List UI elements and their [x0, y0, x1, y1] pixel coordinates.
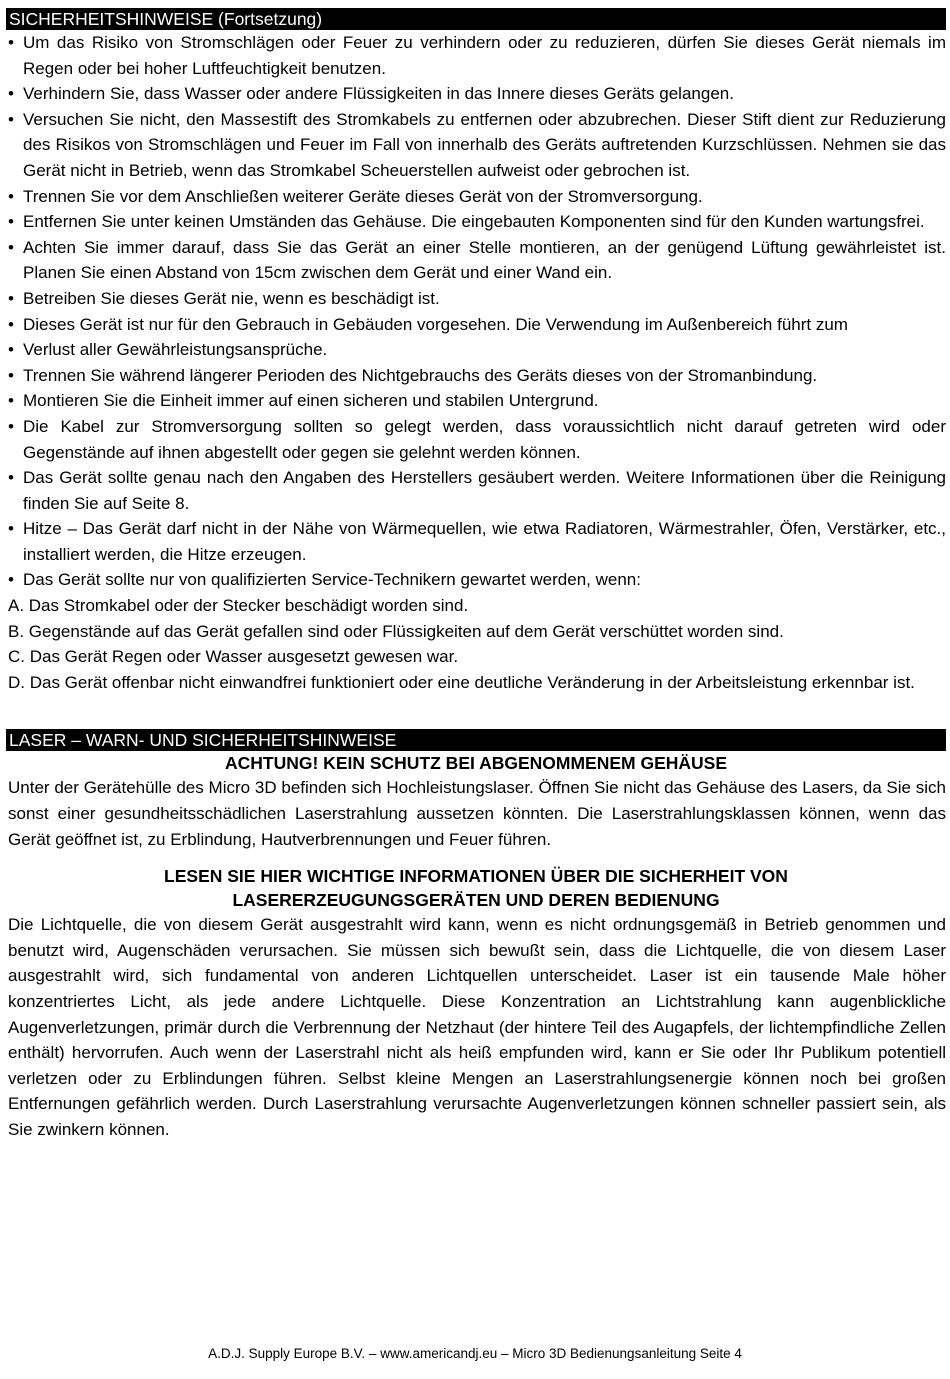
bullet-icon: •	[8, 84, 14, 104]
list-item: • Das Gerät sollte nur von qualifizierten Service-Technikern gewartet werden, wenn:	[6, 567, 946, 593]
list-item: • Verlust aller Gewährleistungsansprüche.	[6, 337, 946, 363]
bullet-icon: •	[8, 570, 14, 590]
safety-bullet-list	[6, 30, 946, 593]
document-page	[6, 8, 946, 1143]
list-item: • Das Gerät sollte genau nach den Angaben des Herstellers gesäubert werden. Weitere Informationen über die Reinigung finden Sie auf Seite 8.	[6, 465, 946, 516]
warning-paragraph: Unter der Gerätehülle des Micro 3D befinden sich Hochleistungslaser. Öffnen Sie nicht das Gehäuse des Lasers, da Sie sich sonst einer gesundheitsschädlichen Laserstrahlung aussetzen könnten. Die Laserstrahlungsklassen können, wenn das Gerät geöffnet ist, zu Erblindung, Hautverbrennungen und Feuer führen.	[8, 778, 946, 849]
bullet-icon: •	[8, 314, 14, 334]
bullet-icon: •	[8, 519, 14, 539]
section-header-laser-warnings: LASER – WARN- UND SICHERHEITSHINWEISE	[6, 729, 946, 751]
bullet-icon: •	[8, 391, 14, 411]
bullet-icon: •	[8, 288, 14, 308]
list-item: • Um das Risiko von Stromschlägen oder Feuer zu verhindern oder zu reduzieren, dürfen Sie dieses Gerät niemals im Regen oder bei hoher Luftfeuchtigkeit benutzen.	[6, 30, 946, 81]
list-item: • Montieren Sie die Einheit immer auf einen sicheren und stabilen Untergrund.	[6, 388, 946, 414]
list-item: • Hitze – Das Gerät darf nicht in der Nähe von Wärmequellen, wie etwa Radiatoren, Wärmestrahler, Öfen, Verstärker, etc., installiert werden, die Hitze erzeugen.	[6, 516, 946, 567]
bullet-icon: •	[8, 340, 14, 360]
bullet-icon: •	[8, 186, 14, 206]
page-footer: A.D.J. Supply Europe B.V. – www.americandj.eu – Micro 3D Bedienungsanleitung Seite 4	[208, 1346, 742, 1361]
bullet-icon: •	[8, 365, 14, 385]
list-item: • Verhindern Sie, dass Wasser oder andere Flüssigkeiten in das Innere dieses Geräts gelangen.	[6, 81, 946, 107]
list-item: • Trennen Sie vor dem Anschließen weiterer Geräte dieses Gerät von der Stromversorgung.	[6, 184, 946, 210]
section-header-safety-continued: SICHERHEITSHINWEISE (Fortsetzung)	[6, 8, 946, 30]
warning-heading: ACHTUNG! KEIN SCHUTZ BEI ABGENOMMENEM GEHÄUSE	[225, 753, 727, 774]
list-item: • Die Kabel zur Stromversorgung sollten so gelegt werden, dass voraussichtlich nicht darauf getreten wird oder Gegenstände auf ihnen abgestellt oder gegen sie gelehnt werden können.	[6, 414, 946, 465]
condition-item: C. Das Gerät Regen oder Wasser ausgesetzt gewesen war.	[8, 647, 459, 667]
list-item: • Betreiben Sie dieses Gerät nie, wenn es beschädigt ist.	[6, 286, 946, 312]
condition-item: A. Das Stromkabel oder der Stecker beschädigt worden sind.	[8, 596, 469, 616]
condition-item: D. Das Gerät offenbar nicht einwandfrei funktioniert oder eine deutliche Veränderung in der Arbeitsleistung erkennbar ist.	[8, 672, 915, 692]
service-conditions-list	[6, 593, 946, 695]
condition-item: B. Gegenstände auf das Gerät gefallen sind oder Flüssigkeiten auf dem Gerät verschüttet worden sind.	[8, 621, 784, 641]
bullet-icon: •	[8, 109, 14, 129]
info-heading-line1: LESEN SIE HIER WICHTIGE INFORMATIONEN ÜBER DIE SICHERHEIT VON	[164, 866, 788, 887]
list-item: • Achten Sie immer darauf, dass Sie das Gerät an einer Stelle montieren, an der genügend Lüftung gewährleistet ist. Planen Sie einen Abstand von 15cm zwischen dem Gerät und einer Wand ein.	[6, 235, 946, 286]
bullet-icon: •	[8, 416, 14, 436]
info-heading-line2: LASERERZEUGUNGSGERÄTEN UND DEREN BEDIENUNG	[232, 890, 720, 911]
bullet-icon: •	[8, 212, 14, 232]
list-item: • Versuchen Sie nicht, den Massestift des Stromkabels zu entfernen oder abzubrechen. Dieser Stift dient zur Reduzierung des Risikos von Stromschlägen und Feuer im Fall von innerhalb des Geräts auftretenden Kurzschlüssen. Nehmen sie das Gerät nicht in Betrieb, wenn das Stromkabel Scheuerstellen aufweist oder gebrochen ist.	[6, 107, 946, 184]
list-item: • Entfernen Sie unter keinen Umständen das Gehäuse. Die eingebauten Komponenten sind für den Kunden wartungsfrei.	[6, 209, 946, 235]
bullet-icon: •	[8, 468, 14, 488]
bullet-icon: •	[8, 237, 14, 257]
list-item: • Trennen Sie während längerer Perioden des Nichtgebrauchs des Geräts dieses von der Stromanbindung.	[6, 363, 946, 389]
section-spacer	[6, 695, 946, 729]
info-paragraph: Die Lichtquelle, die von diesem Gerät ausgestrahlt wird kann, wenn es nicht ordnungsgemäß in Betrieb genommen und benutzt wird, Augenschäden verursachen. Sie müssen sich bewußt sein, dass die Lichtquelle, die von diesem Laser ausgestrahlt wird, sich fundamental von anderen Lichtquellen unterscheidet. Laser ist ein tausende Male höher konzentriertes Licht, als jede andere Lichtquelle. Diese Konzentration an Lichtstrahlung kann augenblickliche Augenverletzungen, primär durch die Verbrennung der Netzhaut (der hintere Teil des Augapfels, der lichtempfindliche Zellen enthält) hervorrufen. Auch wenn der Laserstrahl nicht als heiß empfunden wird, kann er Sie oder Ihr Publikum potentiell verletzen oder zu Erblindungen führen. Selbst kleine Mengen an Laserstrahlungsenergie können noch bei großen Entfernungen gefährlich werden. Durch Laserstrahlung verursachte Augenverletzungen können schneller passiert sein, als Sie zwinkern können.	[8, 915, 946, 1139]
list-item: • Dieses Gerät ist nur für den Gebrauch in Gebäuden vorgesehen. Die Verwendung im Außenbereich führt zum	[6, 312, 946, 338]
bullet-icon: •	[8, 33, 14, 52]
